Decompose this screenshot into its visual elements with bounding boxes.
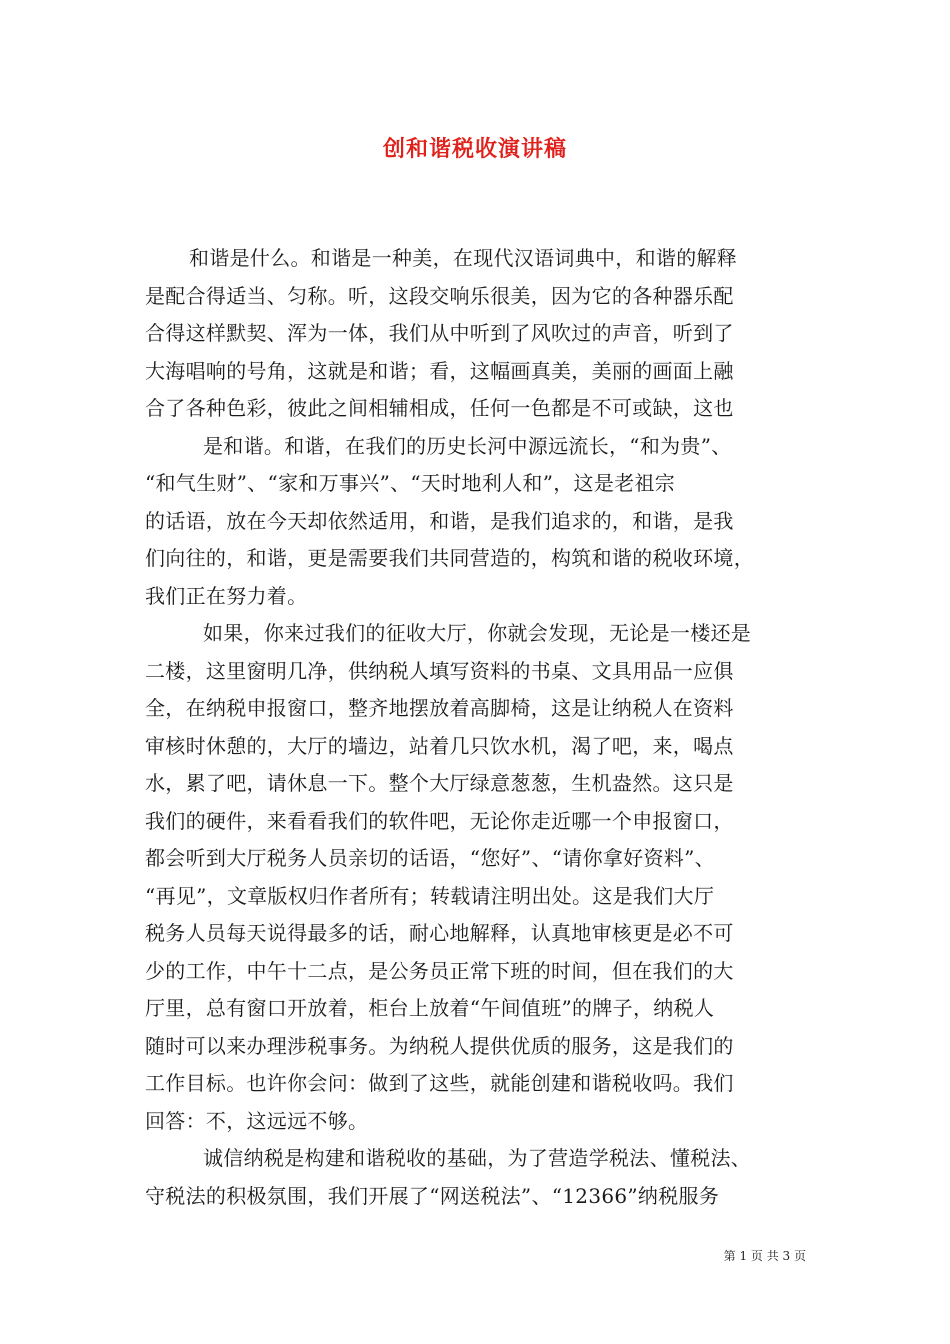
text-line: 我们的硬件，来看看我们的软件吧，无论你走近哪一个申报窗口，	[145, 808, 734, 833]
text-line: “和气生财”、“家和万事兴”、“天时地利人和”，这是老祖宗	[145, 471, 676, 495]
text-line: 税务人员每天说得最多的话，耐心地解释，认真地审核更是必不可	[145, 921, 734, 945]
text-line: 是配合得适当、匀称。听，这段交响乐很美，因为它的各种器乐配	[145, 283, 734, 308]
text-line: 回答：不，这远远不够。	[145, 1108, 369, 1133]
text-line: 合得这样默契、浑为一体，我们从中听到了风吹过的声音，听到了	[145, 321, 734, 345]
text-line: 审核时休憩的，大厅的墙边，站着几只饮水机，渴了吧，来，喝点	[145, 733, 734, 758]
document-body	[145, 240, 810, 1215]
text-line: 厅里，总有窗口开放着，柜台上放着“午间值班”的牌子，纳税人	[145, 996, 715, 1020]
text-line: 二楼，这里窗明几净，供纳税人填写资料的书桌、文具用品一应俱	[145, 658, 734, 683]
text-line: 诚信纳税是构建和谐税收的基础，为了营造学税法、懂税法、	[203, 1146, 752, 1170]
document-title: 创和谐税收演讲稿	[382, 136, 567, 162]
text-line: 水，累了吧，请休息一下。整个大厅绿意葱葱，生机盎然。这只是	[145, 771, 734, 795]
text-line: 们向往的，和谐，更是需要我们共同营造的，构筑和谐的税收环境，	[145, 546, 754, 570]
text-line: 大海唱响的号角，这就是和谐；看，这幅画真美，美丽的画面上融	[145, 358, 734, 383]
text-line: “再见”，文章版权归作者所有；转载请注明出处。这是我们大厅	[145, 883, 715, 908]
text-line: 少的工作，中午十二点，是公务员正常下班的时间，但在我们的大	[145, 958, 734, 983]
text-line: 全，在纳税申报窗口，整齐地摆放着高脚椅，这是让纳税人在资料	[145, 696, 734, 720]
text-line: 的话语，放在今天却依然适用，和谐，是我们追求的，和谐，是我	[145, 508, 734, 533]
text-line: 和谐是什么。和谐是一种美，在现代汉语词典中，和谐的解释	[189, 246, 738, 270]
text-line: 是和谐。和谐，在我们的历史长河中源远流长，“和为贵”、	[203, 433, 732, 458]
text-line: 随时可以来办理涉税事务。为纳税人提供优质的服务，这是我们的	[145, 1033, 734, 1058]
page-number: 第 1 页 共 3 页	[723, 1249, 806, 1263]
text-line: 我们正在努力着。	[145, 583, 308, 608]
text-line: 合了各种色彩，彼此之间相辅相成，任何一色都是不可或缺，这也	[145, 396, 734, 420]
text-line: 都会听到大厅税务人员亲切的话语，“您好”、“请你拿好资料”、	[145, 846, 715, 870]
text-line: 守税法的积极氛围，我们开展了“网送税法”、“12366”纳税服务	[145, 1183, 720, 1208]
text-line: 工作目标。也许你会问：做到了这些，就能创建和谐税收吗。我们	[145, 1071, 734, 1095]
text-line: 如果，你来过我们的征收大厅，你就会发现，无论是一楼还是	[203, 621, 752, 645]
